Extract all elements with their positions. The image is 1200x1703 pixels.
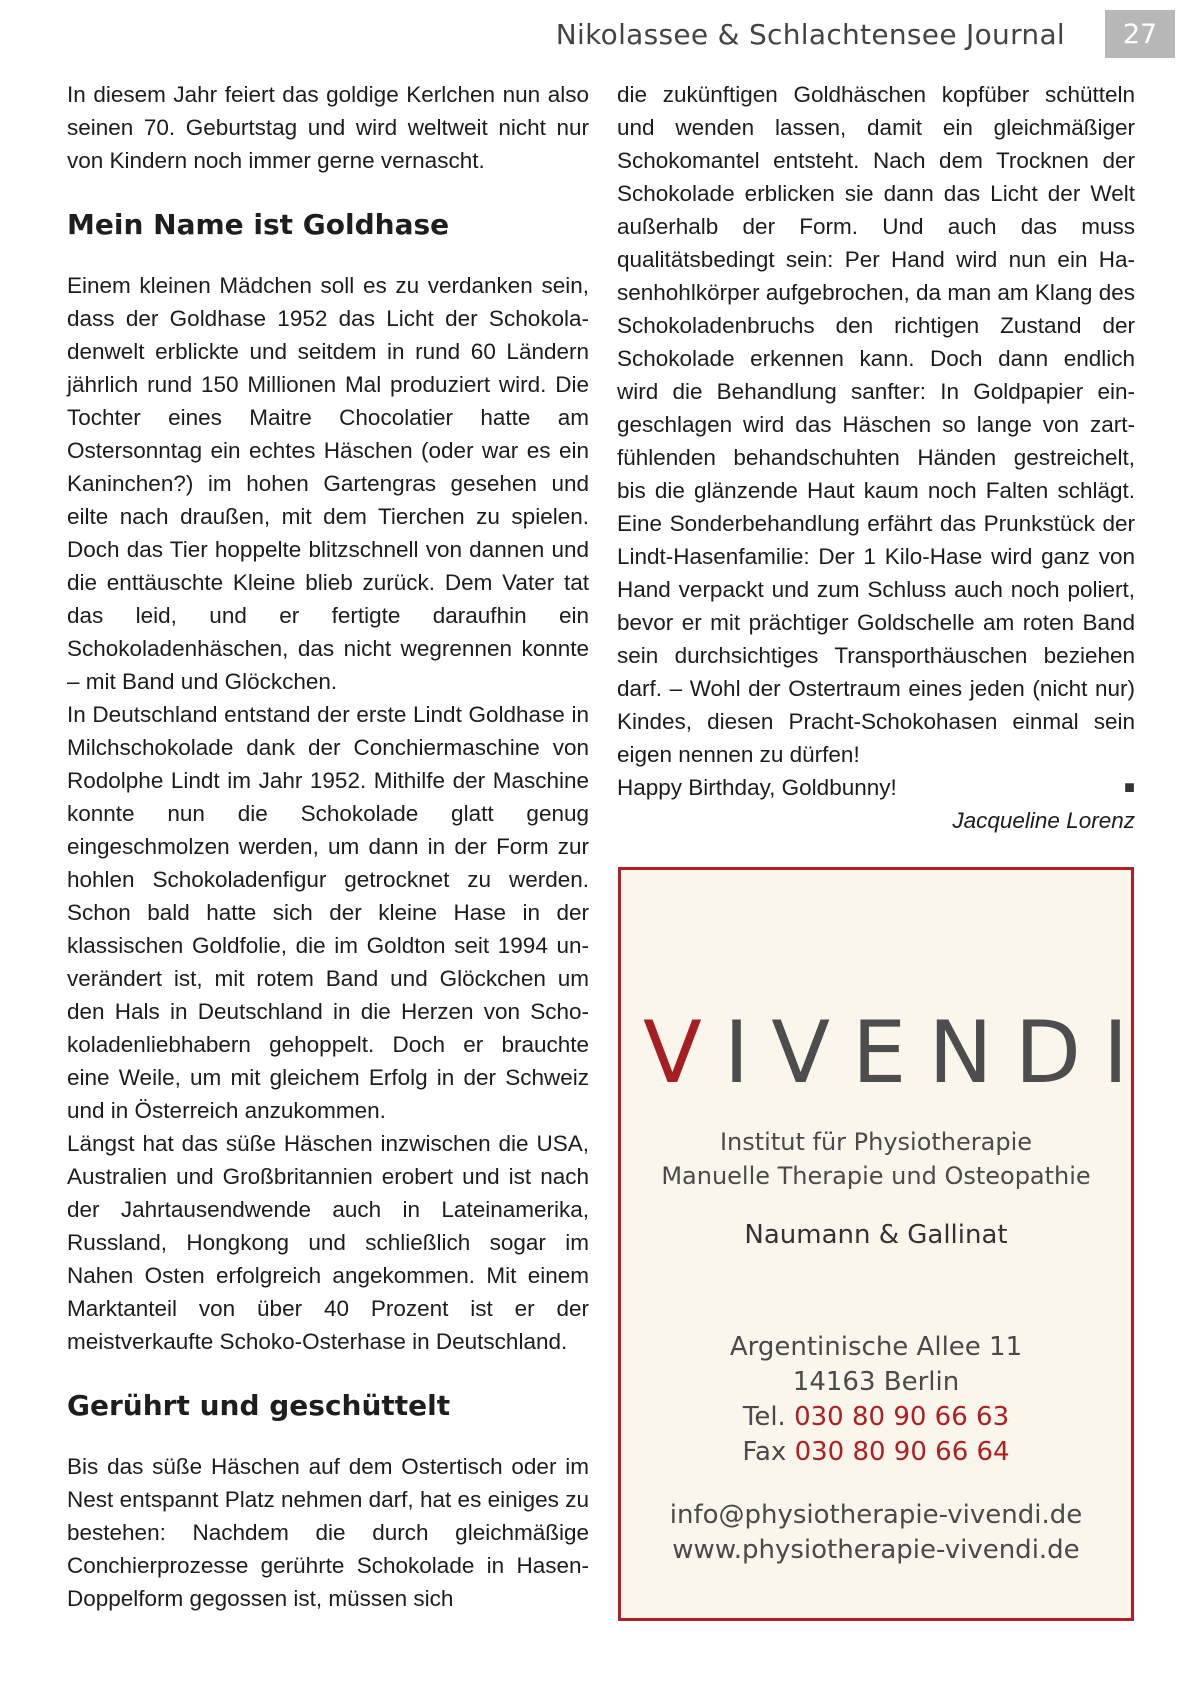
closing-text: Happy Birthday, Goldbunny! (617, 775, 897, 800)
contact-block (621, 1498, 1131, 1568)
institute-description (621, 1125, 1131, 1193)
paragraph: Bis das süße Häschen auf dem Ostertisch oder im Nest entspannt Platz nehmen darf, hat es einiges zu bestehen: Nachdem die durch gleichmäßige Conchierprozesse gerührte Schokolade in Hasen-Doppelform gegossen ist, müssen sich (67, 1454, 589, 1611)
tel-number: 030 80 90 66 63 (794, 1402, 1010, 1432)
practice-names: Naumann & Gallinat (744, 1220, 1008, 1250)
fax-label: Fax (742, 1437, 787, 1467)
logo-first-letter: V (643, 1003, 724, 1103)
fax-line (621, 1435, 1131, 1470)
left-column (67, 78, 589, 1615)
right-column (617, 78, 1135, 837)
fax-number: 030 80 90 66 64 (794, 1437, 1010, 1467)
section-heading-goldhase: Mein Name ist Goldhase (67, 208, 450, 241)
closing-line (617, 771, 1135, 804)
street: Argentinische Allee 11 (729, 1332, 1023, 1362)
email-link[interactable]: info@physiotherapie-vivendi.de (669, 1500, 1083, 1530)
journal-title: Nikolassee & Schlachtensee Journal (555, 18, 1065, 51)
paragraph: Einem kleinen Mädchen soll es zu verdanken sein, dass der Goldhase 1952 das Licht der Schokoladenwelt erblickte und seitdem in rund 60 Ländern jährlich rund 150 Millionen Mal produziert wird. Die Tochter eines Maitre Chocolatier hatte am Ostersonntag ein echtes Häschen (oder war es ein Kaninchen?) im hohen Gartengras gesehen und eilte nach draußen, mit dem Tierchen zu spielen. Doch das Tier hoppelte blitzschnell von dannen und die enttäuschte Kleine blieb zurück. Dem Vater tat das leid, und er fertigte daraufhin ein Schokoladenhäschen, das nicht wegrennen konnte – mit Band und Glöckchen. (67, 273, 589, 694)
institute-line: Institut für Physiotherapie (719, 1128, 1033, 1156)
phone-line (621, 1400, 1131, 1435)
address-block (621, 1330, 1131, 1470)
end-mark-icon: ■ (1124, 777, 1135, 797)
website-link[interactable]: www.physiotherapie-vivendi.de (672, 1535, 1080, 1565)
intro-paragraph: In diesem Jahr feiert das goldige Kerlchen nun also seinen 70. Geburtstag und wird weltweit nicht nur von Kindern noch immer gerne vernascht. (67, 82, 589, 173)
paragraph: In Deutschland entstand der erste Lindt Goldhase in Milchschokolade dank der Conchiermaschine von Rodolphe Lindt im Jahr 1952. Mithilfe der Maschine konnte nun die Schokolade glatt genug eingeschmolzen werden, um dann in der Form zur hohlen Schokoladenfigur getrocknet zu werden. Schon bald hatte sich der kleine Hase in der klassischen Goldfolie, die im Goldton seit 1994 unverändert ist, mit rotem Band und Glöckchen um den Hals in Deutschland in die Herzen von Schokoladenliebhabern gehoppelt. Doch er brauchte eine Weile, um mit gleichem Erfolg in der Schweiz und in Österreich anzukommen. (67, 702, 589, 1123)
paragraph: Längst hat das süße Häschen inzwischen die USA, Australien und Großbritannien erobert und ist nach der Jahrtausendwende auch in Lateinamerika, Russland, Hongkong und schließlich sogar im Nahen Osten erfolgreich angekommen. Mit einem Marktanteil von über 40 Prozent ist er der meistverkaufte Schoko-Osterhase in Deutschland. (67, 1131, 589, 1354)
tel-label: Tel. (742, 1402, 786, 1432)
city: 14163 Berlin (792, 1367, 960, 1397)
institute-line: Manuelle Therapie und Osteopathie (661, 1162, 1091, 1190)
vivendi-logo (621, 1003, 1151, 1103)
paragraph: die zukünftigen Goldhäschen kopfüber schütteln und wenden lassen, damit ein gleichmäßiger Schokomantel entsteht. Nach dem Trocknen der Schokolade erblicken sie dann das Licht der Welt außerhalb der Form. Und auch das muss qualitätsbedingt sein: Per Hand wird nun ein Hasenhohlkörper aufgebrochen, da man am Klang des Schokoladenbruchs den richtigen Zustand der Schokolade erkennen kann. Doch dann endlich wird die Behandlung sanfter: In Goldpapier eingeschlagen wird das Häschen so lange von zartfühlenden behandschuhten Händen gestreichelt, bis die glänzende Haut kaum noch Falten schlägt. Eine Sonderbehandlung erfährt das Prunkstück der Lindt-Hasenfamilie: Der 1 Kilo-Hase wird ganz von Hand verpackt und zum Schluss auch noch poliert, bevor er mit prächtiger Goldschelle am roten Band sein durchsichtiges Transporthäuschen beziehen darf. – Wohl der Ostertraum eines jeden (nicht nur) Kindes, diesen Pracht-Schokohasen einmal sein eigen nennen zu dürfen! (617, 82, 1135, 767)
page-number: 27 (1105, 10, 1175, 58)
section-heading-geruehrt: Gerührt und geschüttelt (67, 1389, 451, 1422)
logo-rest: IVENDI (723, 1003, 1151, 1103)
author-name: Jacqueline Lorenz (952, 808, 1135, 833)
vivendi-advertisement (618, 867, 1151, 1621)
